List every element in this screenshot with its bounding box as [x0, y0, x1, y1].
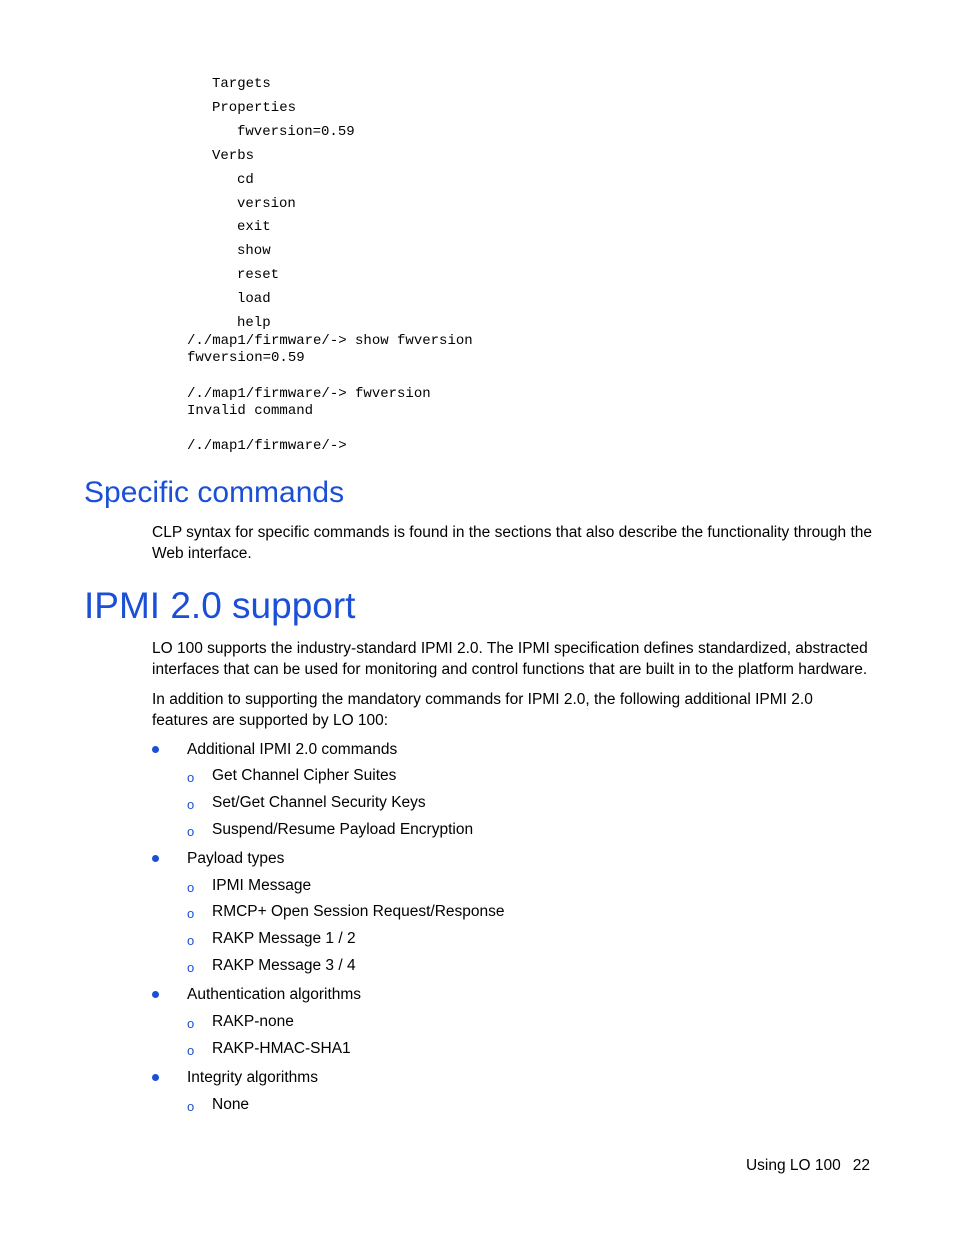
code-line: Verbs — [212, 148, 255, 164]
sub-bullet-circle-icon: o — [187, 960, 195, 975]
footer-section-title: Using LO 100 — [745, 1157, 841, 1174]
sub-bullet-label: RAKP-HMAC-SHA1 — [212, 1040, 351, 1057]
sub-bullet-label: RMCP+ Open Session Request/Response — [212, 903, 505, 920]
code-line: exit — [237, 219, 271, 235]
code-line: fwversion=0.59 — [237, 124, 355, 140]
footer-page-number: 22 — [852, 1157, 870, 1174]
bullet-label: Authentication algorithms — [187, 986, 362, 1003]
bullet-dot-icon — [152, 1074, 159, 1081]
code-line: show — [237, 243, 271, 259]
bullet-dot-icon — [152, 855, 159, 862]
code-line: cd — [237, 172, 254, 188]
sub-bullet-circle-icon: o — [187, 1043, 195, 1058]
sub-bullet-circle-icon: o — [187, 770, 195, 785]
sub-bullet-circle-icon: o — [187, 797, 195, 812]
sub-bullet-label: RAKP-none — [212, 1013, 294, 1030]
sub-bullet-circle-icon: o — [187, 933, 195, 948]
sub-bullet-circle-icon: o — [187, 906, 195, 921]
bullet-dot-icon — [152, 746, 159, 753]
sub-bullet-circle-icon: o — [187, 824, 195, 839]
sub-bullet-label: IPMI Message — [212, 877, 312, 894]
ipmi-paragraph-2: In addition to supporting the mandatory commands for IPMI 2.0, the following additional IPMI 2.0 features are supported by LO 100: — [152, 691, 813, 729]
sub-bullet-circle-icon: o — [187, 1016, 195, 1031]
code-line: help — [237, 315, 271, 331]
code-line: Invalid command — [187, 403, 314, 419]
code-line: reset — [237, 267, 280, 283]
specific-commands-paragraph: CLP syntax for specific commands is found in the sections that also describe the functionality through the Web interface. — [152, 524, 872, 562]
code-line: Properties — [212, 100, 297, 116]
sub-bullet-label: Get Channel Cipher Suites — [212, 767, 397, 784]
section-heading-ipmi: IPMI 2.0 support — [84, 585, 356, 626]
code-line: version — [237, 196, 296, 212]
code-line: /./map1/firmware/-> — [187, 438, 347, 454]
bullet-label: Payload types — [187, 850, 285, 867]
sub-bullet-label: Set/Get Channel Security Keys — [212, 794, 426, 811]
bullet-dot-icon — [152, 991, 159, 998]
sub-bullet-label: RAKP Message 3 / 4 — [212, 957, 356, 974]
sub-bullet-label: None — [212, 1096, 250, 1113]
section-heading-specific-commands: Specific commands — [84, 476, 345, 509]
sub-bullet-circle-icon: o — [187, 880, 195, 895]
sub-bullet-label: Suspend/Resume Payload Encryption — [212, 821, 474, 838]
page-footer — [746, 1157, 870, 1175]
code-line: /./map1/firmware/-> fwversion — [187, 386, 431, 402]
bullet-label: Integrity algorithms — [187, 1069, 318, 1086]
code-line: fwversion=0.59 — [187, 350, 305, 366]
ipmi-paragraph-1: LO 100 supports the industry-standard IPMI 2.0. The IPMI specification defines standardized, abstracted interfaces that can be used for monitoring and control functions that are built in to the platform hardware. — [152, 640, 868, 678]
code-line: /./map1/firmware/-> show fwversion — [187, 333, 473, 349]
bullet-label: Additional IPMI 2.0 commands — [187, 741, 398, 758]
code-line: load — [237, 291, 271, 307]
sub-bullet-circle-icon: o — [187, 1099, 195, 1114]
code-line: Targets — [212, 76, 271, 92]
sub-bullet-label: RAKP Message 1 / 2 — [212, 930, 356, 947]
